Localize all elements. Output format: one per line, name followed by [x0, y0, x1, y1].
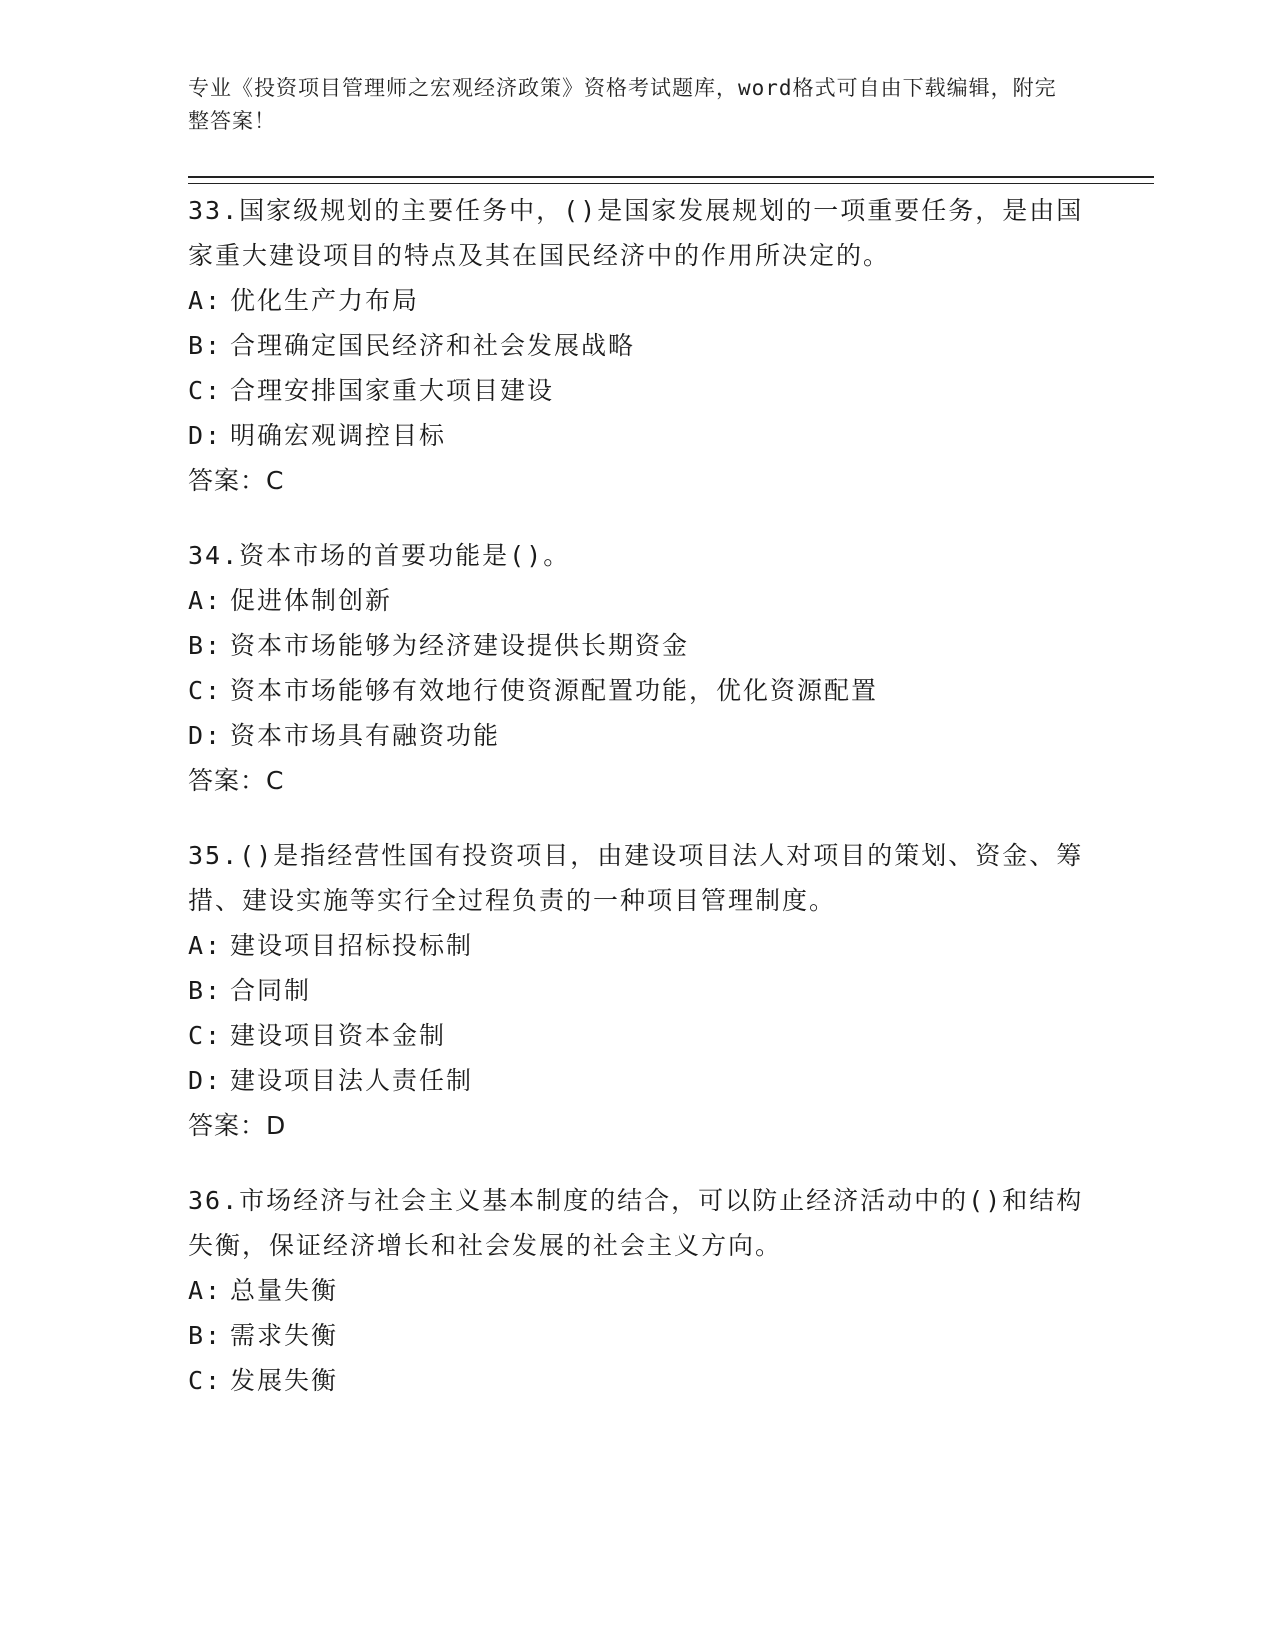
option-letter: C: — [188, 376, 223, 405]
option-a — [188, 578, 1088, 623]
option-text: 需求失衡 — [230, 1321, 339, 1350]
question-36 — [188, 1178, 1088, 1403]
question-list — [188, 188, 1088, 1433]
option-text: 合理确定国民经济和社会发展战略 — [230, 331, 636, 360]
question-35 — [188, 833, 1088, 1148]
option-letter: A: — [188, 286, 223, 315]
option-b — [188, 1313, 1088, 1358]
option-a — [188, 923, 1088, 968]
question-stem: 33.国家级规划的主要任务中，()是国家发展规划的一项重要任务，是由国家重大建设项目的特点及其在国民经济中的作用所决定的。 — [188, 196, 1084, 270]
option-letter: D: — [188, 421, 223, 450]
option-d — [188, 713, 1088, 758]
option-c — [188, 1358, 1088, 1403]
option-letter: A: — [188, 586, 223, 615]
option-letter: C: — [188, 1021, 223, 1050]
option-text: 合同制 — [230, 976, 312, 1005]
option-text: 明确宏观调控目标 — [230, 421, 447, 450]
option-b — [188, 968, 1088, 1013]
option-text: 资本市场能够为经济建设提供长期资金 — [230, 631, 690, 660]
option-d — [188, 1058, 1088, 1103]
answer-line: 答案：C — [188, 466, 285, 495]
option-text: 建设项目法人责任制 — [230, 1066, 474, 1095]
option-letter: C: — [188, 676, 223, 705]
option-letter: B: — [188, 976, 223, 1005]
option-letter: A: — [188, 1276, 223, 1305]
option-letter: B: — [188, 1321, 223, 1350]
option-text: 建设项目招标投标制 — [230, 931, 474, 960]
document-header: 专业《投资项目管理师之宏观经济政策》资格考试题库，word格式可自由下载编辑，附完整答案！ — [188, 76, 1057, 133]
option-letter: D: — [188, 1066, 223, 1095]
option-letter: A: — [188, 931, 223, 960]
option-c — [188, 1013, 1088, 1058]
option-letter: C: — [188, 1366, 223, 1395]
option-a — [188, 1268, 1088, 1313]
option-text: 合理安排国家重大项目建设 — [230, 376, 555, 405]
question-stem: 35.()是指经营性国有投资项目，由建设项目法人对项目的策划、资金、筹措、建设实施等实行全过程负责的一种项目管理制度。 — [188, 841, 1084, 915]
answer-line: 答案：C — [188, 766, 285, 795]
option-text: 资本市场能够有效地行使资源配置功能，优化资源配置 — [230, 676, 879, 705]
option-c — [188, 668, 1088, 713]
option-b — [188, 323, 1088, 368]
option-d — [188, 413, 1088, 458]
option-text: 发展失衡 — [230, 1366, 339, 1395]
option-text: 建设项目资本金制 — [230, 1021, 447, 1050]
option-letter: B: — [188, 631, 223, 660]
option-letter: D: — [188, 721, 223, 750]
option-text: 总量失衡 — [230, 1276, 339, 1305]
option-text: 促进体制创新 — [230, 586, 393, 615]
question-stem: 34.资本市场的首要功能是()。 — [188, 541, 571, 570]
question-stem: 36.市场经济与社会主义基本制度的结合，可以防止经济活动中的()和结构失衡，保证经济增长和社会发展的社会主义方向。 — [188, 1186, 1084, 1260]
header-divider — [188, 176, 1154, 184]
option-a — [188, 278, 1088, 323]
question-33 — [188, 188, 1088, 503]
option-b — [188, 623, 1088, 668]
option-text: 资本市场具有融资功能 — [230, 721, 501, 750]
option-c — [188, 368, 1088, 413]
answer-line: 答案：D — [188, 1111, 287, 1140]
option-text: 优化生产力布局 — [230, 286, 420, 315]
question-34 — [188, 533, 1088, 803]
option-letter: B: — [188, 331, 223, 360]
